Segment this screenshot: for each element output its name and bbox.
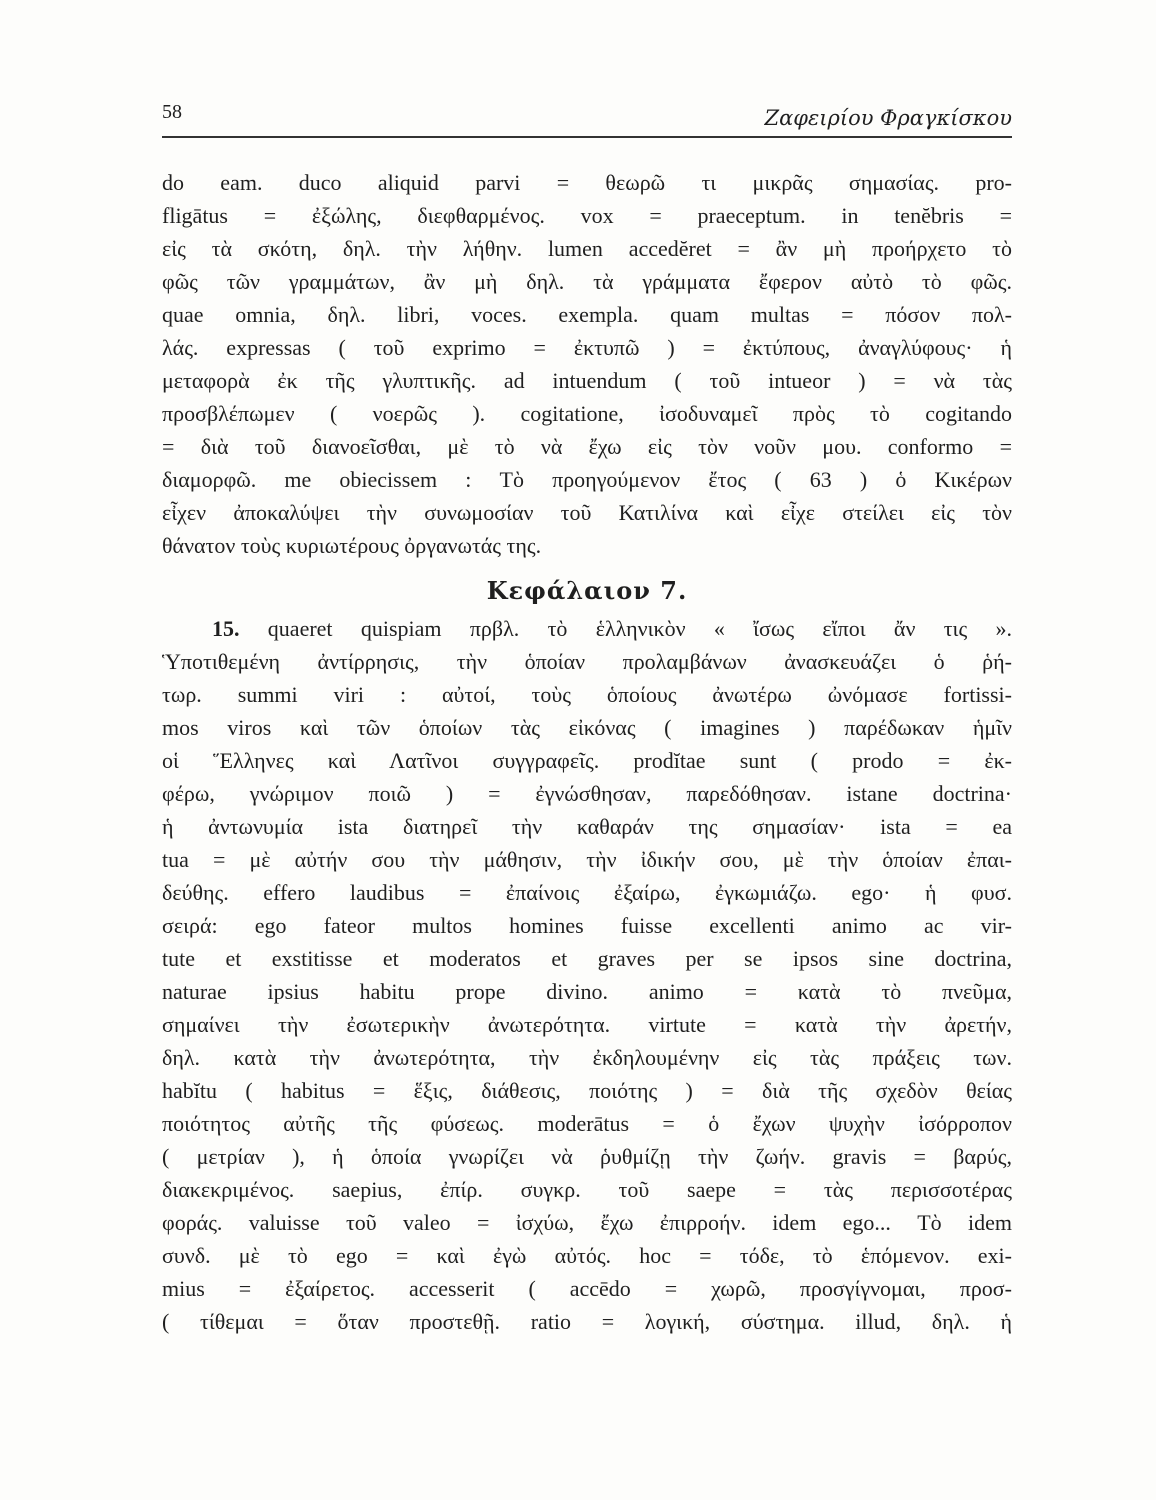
text-line: δεύθης. effero laudibus = ἐπαίνοις ἐξαίρω, ἐγκωμιάζω. ego· ἡ φυσ. (162, 880, 1012, 905)
text-line: ποιότητος αὐτῆς τῆς φύσεως. moderātus = ὁ ἔχων ψυχὴν ἰσόρροπον (162, 1111, 1012, 1136)
text-line: μεταφορὰ ἐκ τῆς γλυπτικῆς. ad intuendum ( τοῦ intueor ) = νὰ τὰς (162, 368, 1012, 393)
text-line: θάνατον τοὺς κυριωτέρους ὀργανωτάς της. (162, 533, 542, 558)
text-line: ἡ ἀντωνυμία ista διατηρεῖ τὴν καθαράν της σημασίαν· ista = ea (162, 814, 1012, 839)
text-line: διαμορφῶ. me obiecissem : Τὸ προηγούμενον ἔτος ( 63 ) ὁ Κικέρων (162, 467, 1012, 492)
text-line: φοράς. valuisse τοῦ valeo = ἰσχύω, ἔχω ἐπιρροήν. idem ego... Τὸ idem (162, 1210, 1012, 1235)
text-line: σημαίνει τὴν ἐσωτερικὴν ἀνωτερότητα. virtute = κατὰ τὴν ἀρετήν, (162, 1012, 1012, 1037)
text-line: σειρά: ego fateor multos homines fuisse excellenti animo ac vir- (162, 913, 1012, 938)
text-line: habĭtu ( habitus = ἕξις, διάθεσις, ποιότης ) = διὰ τῆς σχεδὸν θείας (162, 1078, 1012, 1103)
text-line: = διὰ τοῦ διανοεῖσθαι, μὲ τὸ νὰ ἔχω εἰς τὸν νοῦν μου. conformo = (162, 434, 1012, 459)
text-line: φῶς τῶν γραμμάτων, ἂν μὴ δηλ. τὰ γράμματα ἔφερον αὐτὸ τὸ φῶς. (162, 269, 1012, 294)
text-line: εἶχεν ἀποκαλύψει τὴν συνωμοσίαν τοῦ Κατιλίνα καὶ εἶχε στείλει εἰς τὸν (162, 500, 1012, 525)
text-line: ( μετρίαν ), ἡ ὁποία γνωρίζει νὰ ῥυθμίζῃ τὴν ζωήν. gravis = βαρύς, (162, 1144, 1012, 1169)
text-line: προσβλέπωμεν ( νοερῶς ). cogitatione, ἰσοδυναμεῖ πρὸς τὸ cogitando (162, 401, 1012, 426)
text-line: naturae ipsius habitu prope divino. animo = κατὰ τὸ πνεῦμα, (162, 979, 1012, 1004)
text-line-first (162, 612, 1012, 645)
page-header (162, 100, 1012, 138)
paragraph-1 (162, 166, 1012, 562)
text-line: fligātus = ἐξώλης, διεφθαρμένος. vox = praeceptum. in tenĕbris = (162, 203, 1012, 228)
text-line: διακεκριμένος. saepius, ἐπίρ. συγκρ. τοῦ saepe = τὰς περισσοτέρας (162, 1177, 1012, 1202)
text-line: φέρω, γνώριμον ποιῶ ) = ἐγνώσθησαν, παρεδόθησαν. istane doctrina· (162, 781, 1012, 806)
section-number: 15. (212, 616, 240, 641)
chapter-heading: Κεφάλαιον 7. (486, 576, 688, 605)
text-line: mius = ἐξαίρετος. accesserit ( accēdo = χωρῶ, προσγίγνομαι, προσ- (162, 1276, 1012, 1301)
text-line: συνδ. μὲ τὸ ego = καὶ ἐγὼ αὐτός. hoc = τόδε, τὸ ἑπόμενον. exi- (162, 1243, 1012, 1268)
first-line-text: quaeret quispiam πρβλ. τὸ ἑλληνικὸν « ἴσως εἴποι ἄν τις ». (239, 616, 1012, 641)
running-head: Ζαφειρίου Φραγκίσκου (764, 106, 1012, 130)
paragraph-2 (162, 612, 1012, 1338)
text-line: quae omnia, δηλ. libri, voces. exempla. quam multas = πόσον πολ- (162, 302, 1012, 327)
text-line: tute et exstitisse et moderatos et graves per se ipsos sine doctrina, (162, 946, 1012, 971)
text-line: τωρ. summi viri : αὐτοί, τοὺς ὁποίους ἀνωτέρω ὠνόμασε fortissi- (162, 682, 1012, 707)
page-number: 58 (162, 101, 182, 123)
text-line: οἱ Ἕλληνες καὶ Λατῖνοι συγγραφεῖς. prodĭtae sunt ( prodo = ἐκ- (162, 748, 1012, 773)
text-line: λάς. expressas ( τοῦ exprimo = ἐκτυπῶ ) = ἐκτύπους, ἀναγλύφους· ἡ (162, 335, 1012, 360)
text-line: mos viros καὶ τῶν ὁποίων τὰς εἰκόνας ( imagines ) παρέδωκαν ἡμῖν (162, 715, 1012, 740)
body-text (162, 166, 1012, 1338)
text-line: tua = μὲ αὐτήν σου τὴν μάθησιν, τὴν ἰδικήν σου, μὲ τὴν ὁποίαν ἐπαι- (162, 847, 1012, 872)
text-line: εἰς τὰ σκότη, δηλ. τὴν λήθην. lumen accedĕret = ἂν μὴ προήρχετο τὸ (162, 236, 1012, 261)
text-line: do eam. duco aliquid parvi = θεωρῶ τι μικρᾶς σημασίας. pro- (162, 170, 1012, 195)
text-line: δηλ. κατὰ τὴν ἀνωτερότητα, τὴν ἐκδηλουμένην εἰς τὰς πράξεις των. (162, 1045, 1012, 1070)
text-line: Ὑποτιθεμένη ἀντίρρησις, τὴν ὁποίαν προλαμβάνων ἀνασκευάζει ὁ ῥή- (162, 649, 1012, 674)
text-line: ( τίθεμαι = ὅταν προστεθῇ. ratio = λογική, σύστημα. illud, δηλ. ἡ (162, 1309, 1012, 1334)
